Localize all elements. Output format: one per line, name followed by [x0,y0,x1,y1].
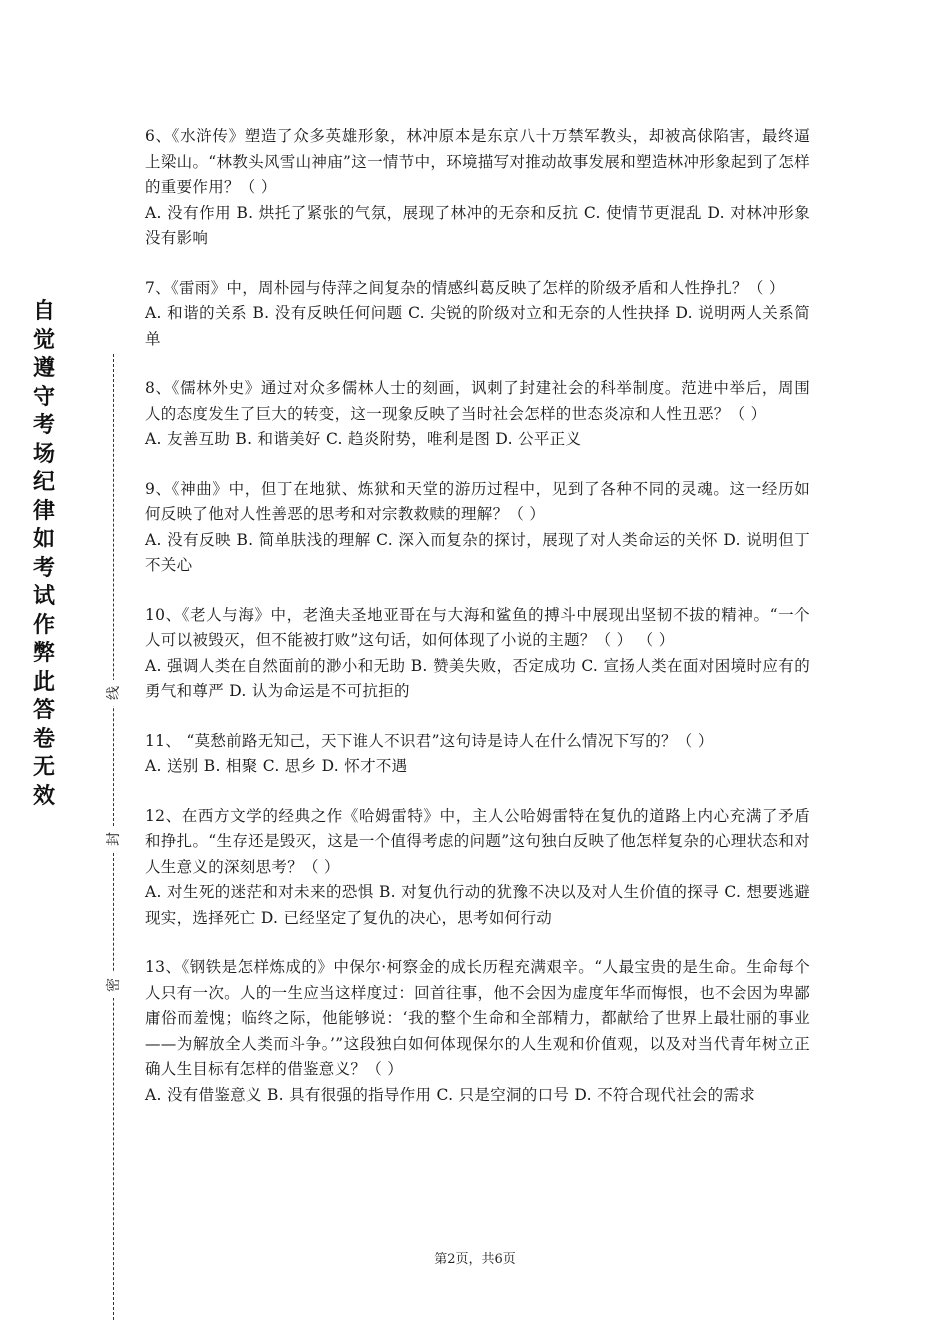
question-options: A. 和谐的关系 B. 没有反映任何问题 C. 尖锐的阶级对立和无奈的人性抉择 D. 说明两人关系简单 [145,304,810,348]
question-options: A. 没有反映 B. 简单肤浅的理解 C. 深入而复杂的探讨，展现了对人类命运的关怀 D. 说明但丁不关心 [145,530,810,574]
question-options: A. 友善互助 B. 和谐美好 C. 趋炎附势，唯利是图 D. 公平正义 [145,430,582,448]
binding-label-seal: 封 [103,826,125,852]
question-6 [145,124,810,252]
binding-label-line: 线 [103,680,125,706]
question-options: A. 强调人类在自然面前的渺小和无助 B. 赞美失败，否定成功 C. 宣扬人类在面对困境时应有的勇气和尊严 D. 认为命运是不可抗拒的 [145,656,810,700]
question-stem: 12、在西方文学的经典之作《哈姆雷特》中，主人公哈姆雷特在复仇的道路上内心充满了矛盾和挣扎。“生存还是毁灭，这是一个值得考虑的问题”这句独白反映了他怎样复杂的心理状态和对人生意义的深刻思考？（ ） [145,806,810,876]
question-11 [145,729,810,780]
question-stem: 11、 “莫愁前路无知己，天下谁人不识君”这句诗是诗人在什么情况下写的？（ ） [145,731,714,750]
question-list [145,124,810,1132]
question-13 [145,955,810,1108]
question-options: A. 送别 B. 相聚 C. 思乡 D. 怀才不遇 [145,757,408,775]
question-stem: 7、《雷雨》中，周朴园与侍萍之间复杂的情感纠葛反映了怎样的阶级矛盾和人性挣扎？（ ） [145,278,785,297]
question-stem: 8、《儒林外史》通过对众多儒林人士的刻画，讽刺了封建社会的科举制度。范进中举后，周围人的态度发生了巨大的转变，这一现象反映了当时社会怎样的世态炎凉和人性丑恶？（ ） [145,379,810,423]
question-stem: 10、《老人与海》中，老渔夫圣地亚哥在与大海和鲨鱼的搏斗中展现出坚韧不拔的精神。“一个人可以被毁灭，但不能被打败”这句话，如何体现了小说的主题？（ ） （ ） [145,605,810,649]
question-9 [145,477,810,579]
exam-discipline-warning: 自觉遵守考场纪律如考试作弊此答卷无效 [32,299,55,809]
question-12 [145,804,810,932]
question-options: A. 没有借鉴意义 B. 具有很强的指导作用 C. 只是空洞的口号 D. 不符合现代社会的需求 [145,1085,756,1104]
question-8 [145,376,810,453]
question-stem: 6、《水浒传》塑造了众多英雄形象，林冲原本是东京八十万禁军教头，却被高俅陷害，最终逼上梁山。“林教头风雪山神庙”这一情节中，环境描写对推动故事发展和塑造林冲形象起到了怎样的重要作用？（ ） [145,127,810,196]
page-number: 第2页，共6页 [434,1252,516,1267]
question-stem: 9、《神曲》中，但丁在地狱、炼狱和天堂的游历过程中，见到了各种不同的灵魂。这一经历如何反映了他对人性善恶的思考和对宗教救赎的理解？（ ） [145,479,810,523]
question-7 [145,276,810,353]
question-10 [145,603,810,705]
question-stem: 13、《钢铁是怎样炼成的》中保尔·柯察金的成长历程充满艰辛。“人最宝贵的是生命。生命每个人只有一次。人的一生应当这样度过：回首往事，他不会因为虚度年华而悔恨，也不会因为卑鄙庸俗而羞愧；临终之际，他能够说：‘我的整个生命和全部精力，都献给了世界上最壮丽的事业——为解放全人类而斗争。’”这段独白如何体现保尔的人生观和价值观，以及对当代青年树立正确人生目标有怎样的借鉴意义？（ ） [145,958,810,1078]
question-options: A. 对生死的迷茫和对未来的恐惧 B. 对复仇行动的犹豫不决以及对人生价值的探寻 C. 想要逃避现实，选择死亡 D. 已经坚定了复仇的决心，思考如何行动 [145,883,810,927]
binding-label-secret: 密 [103,972,125,998]
question-options: A. 没有作用 B. 烘托了紧张的气氛，展现了林冲的无奈和反抗 C. 使情节更混乱 D. 对林冲形象没有影响 [145,203,810,247]
